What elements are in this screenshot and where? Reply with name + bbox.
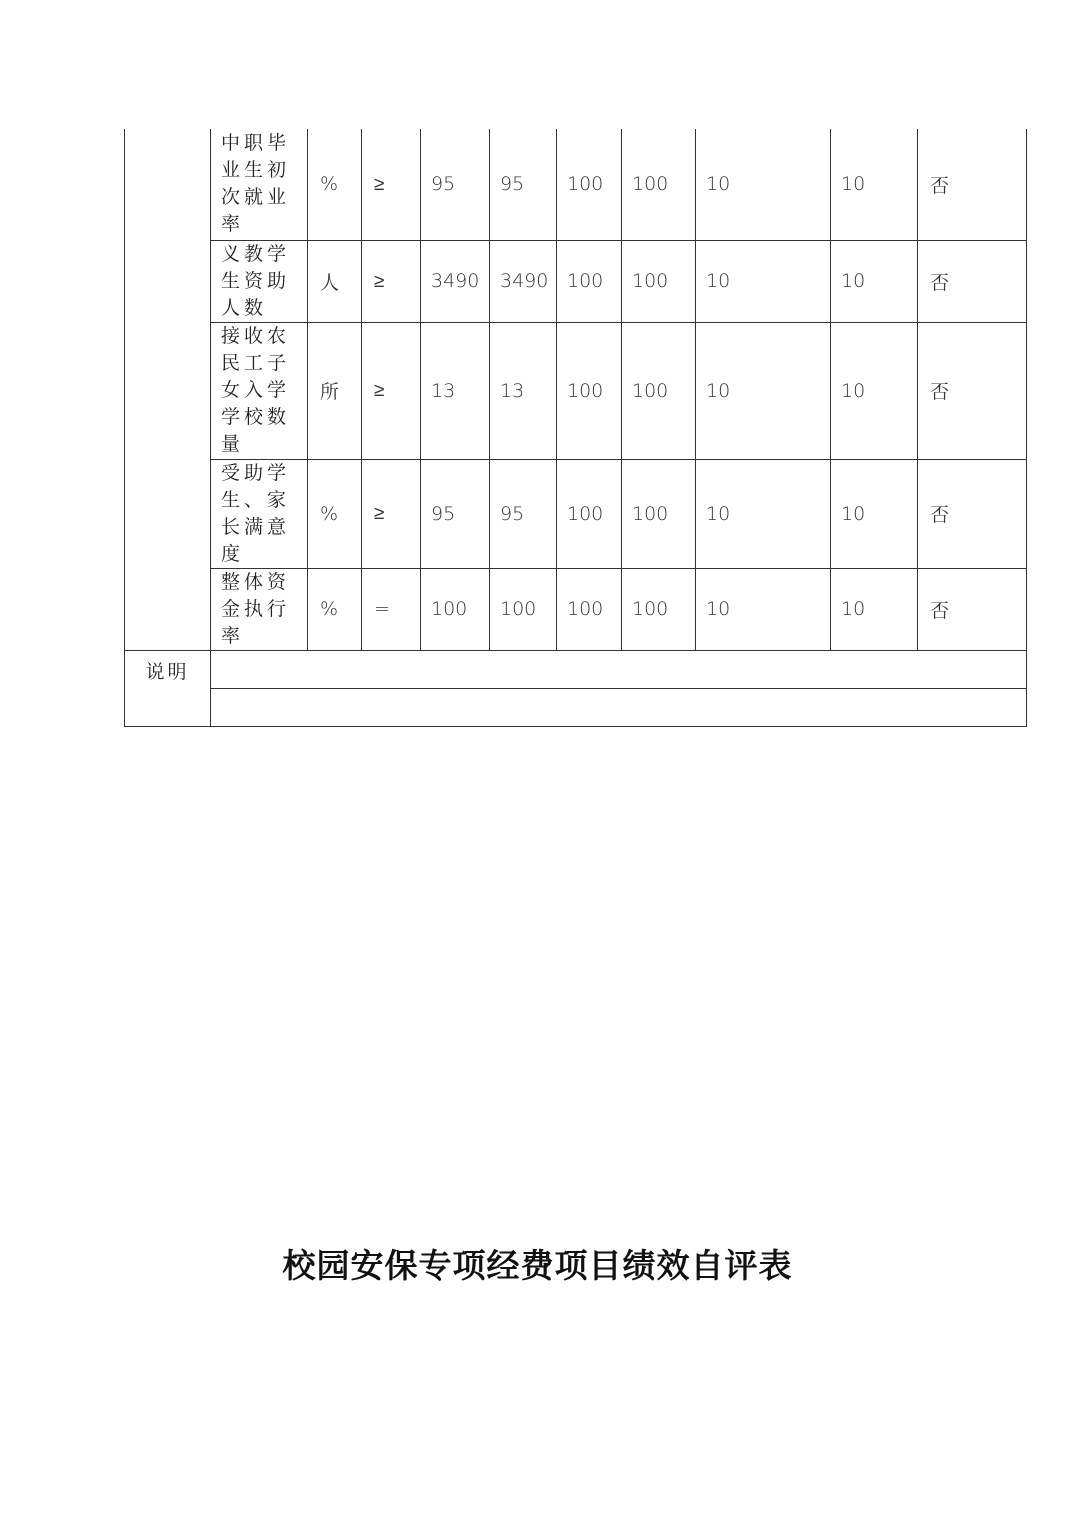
notes-cell [211,650,1027,688]
score-cell: 10 [831,240,918,322]
unit-cell: % [308,568,362,650]
actual-cell: 3490 [490,240,557,322]
operator-cell: ≥ [362,459,421,568]
value-cell: 100 [622,240,696,322]
operator-cell: = [362,568,421,650]
performance-table [124,129,1027,727]
category-cell [125,129,211,650]
table-row [125,568,1027,650]
notes-row [125,688,1027,726]
indicator-name: 受助学 生、家 长满意 度 [211,459,308,568]
flag-cell: 否 [918,322,1027,459]
target-cell: 100 [421,568,490,650]
target-cell: 95 [421,459,490,568]
unit-cell: 所 [308,322,362,459]
unit-cell: % [308,129,362,240]
value-cell: 100 [622,129,696,240]
table-row [125,459,1027,568]
actual-cell: 13 [490,322,557,459]
notes-cell [211,688,1027,726]
indicator-name: 义教学 生资助 人数 [211,240,308,322]
score-cell: 10 [831,568,918,650]
flag-cell: 否 [918,568,1027,650]
actual-cell: 95 [490,459,557,568]
score-cell: 10 [831,129,918,240]
score-cell: 10 [696,322,831,459]
notes-row [125,650,1027,688]
score-cell: 10 [696,568,831,650]
table-row [125,129,1027,240]
value-cell: 100 [622,322,696,459]
flag-cell: 否 [918,459,1027,568]
flag-cell: 否 [918,129,1027,240]
table-row [125,240,1027,322]
score-cell: 10 [696,129,831,240]
target-cell: 13 [421,322,490,459]
operator-cell: ≥ [362,129,421,240]
unit-cell: % [308,459,362,568]
score-cell: 10 [696,459,831,568]
notes-label: 说明 [125,650,211,726]
indicator-name: 中职毕 业生初 次就业 率 [211,129,308,240]
target-cell: 95 [421,129,490,240]
value-cell: 100 [622,568,696,650]
indicator-name: 整体资 金执行 率 [211,568,308,650]
target-cell: 3490 [421,240,490,322]
table-row [125,322,1027,459]
actual-cell: 100 [490,568,557,650]
flag-cell: 否 [918,240,1027,322]
unit-cell: 人 [308,240,362,322]
value-cell: 100 [557,568,622,650]
indicator-name: 接收农 民工子 女入学 学校数 量 [211,322,308,459]
value-cell: 100 [557,129,622,240]
score-cell: 10 [831,322,918,459]
value-cell: 100 [557,459,622,568]
document-title: 校园安保专项经费项目绩效自评表 [282,1246,793,1285]
score-cell: 10 [696,240,831,322]
operator-cell: ≥ [362,240,421,322]
value-cell: 100 [622,459,696,568]
actual-cell: 95 [490,129,557,240]
operator-cell: ≥ [362,322,421,459]
score-cell: 10 [831,459,918,568]
value-cell: 100 [557,322,622,459]
value-cell: 100 [557,240,622,322]
